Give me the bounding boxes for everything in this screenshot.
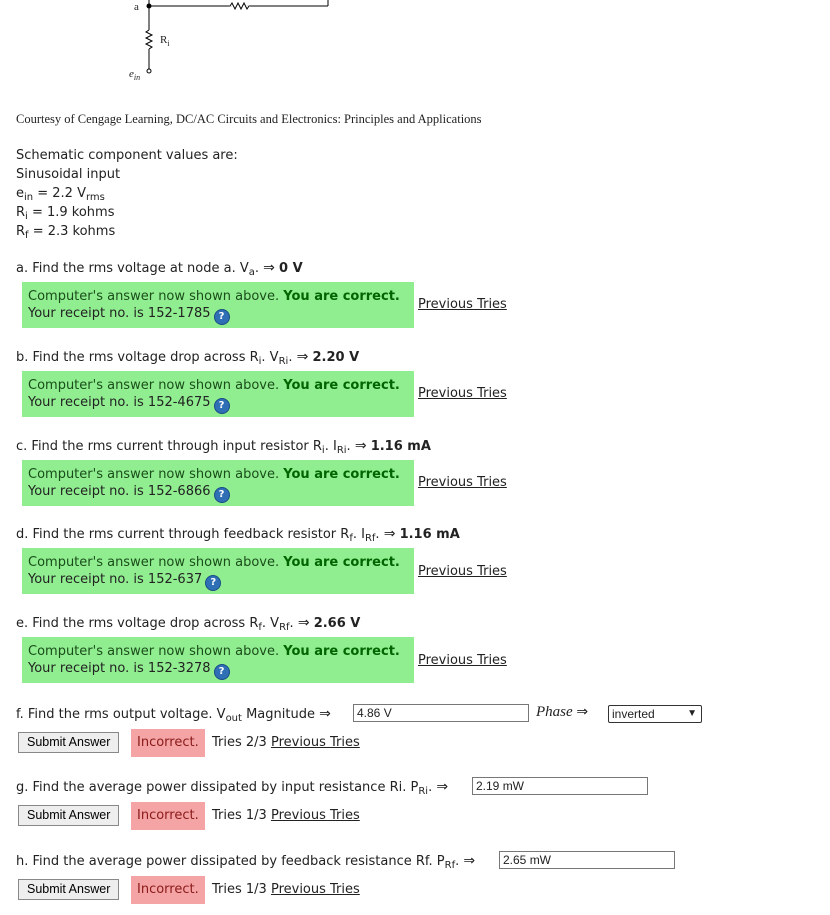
question-g: g. Find the average power dissipated by input resistance Ri. $P_{Ri}$. ⇒	[16, 779, 449, 797]
correct-box-a: Computer's answer now shown above. You are correct. Your receipt no. is 152-1785 ?	[22, 282, 414, 328]
param-ein: $e_{in} = 2.2$ $V_{rms}$	[16, 186, 105, 203]
magnitude-input[interactable]: 4.86 V	[353, 704, 529, 722]
ri-label: $R_i$	[160, 34, 170, 48]
answer-e: 2.66 V	[313, 616, 361, 631]
correct-box-e: Computer's answer now shown above. You are correct. Your receipt no. is 152-3278 ?	[22, 637, 414, 683]
phase-label: Phase ⇒	[536, 704, 589, 720]
previous-tries-link-h[interactable]: Previous Tries	[270, 882, 360, 897]
help-icon[interactable]: ?	[214, 487, 230, 503]
param-rf: $R_f = 2.3$ kohms	[16, 224, 116, 241]
submit-answer-button-h[interactable]: Submit Answer	[18, 879, 119, 900]
power-ri-input[interactable]: 2.19 mW	[472, 777, 648, 795]
answer-b: 2.20 V	[312, 350, 360, 365]
ein-label: $e_{in}$	[129, 68, 141, 82]
courtesy-text: Courtesy of Cengage Learning, DC/AC Circuits and Electronics: Principles and Applications	[16, 112, 482, 126]
params-heading: Schematic component values are:	[16, 148, 238, 163]
correct-box-c: Computer's answer now shown above. You are correct. Your receipt no. is 152-6866 ?	[22, 460, 414, 506]
tries-f: Tries 2/3 Previous Tries	[212, 735, 360, 750]
correct-box-b: Computer's answer now shown above. You are correct. Your receipt no. is 152-4675 ?	[22, 371, 414, 417]
incorrect-badge-g: Incorrect.	[131, 802, 205, 830]
question-f: f. Find the rms output voltage. $V_{out}$ Magnitude ⇒	[16, 706, 331, 724]
incorrect-badge-f: Incorrect.	[131, 729, 205, 757]
correct-box-d: Computer's answer now shown above. You are correct. Your receipt no. is 152-637 ?	[22, 548, 414, 594]
previous-tries-link-f[interactable]: Previous Tries	[270, 735, 360, 750]
tries-h: Tries 1/3 Previous Tries	[212, 882, 360, 897]
params-input-type: Sinusoidal input	[16, 167, 121, 182]
help-icon[interactable]: ?	[214, 664, 230, 680]
answer-a: 0 V	[279, 261, 303, 276]
previous-tries-link-b[interactable]: Previous Tries	[418, 386, 507, 401]
submit-answer-button-f[interactable]: Submit Answer	[18, 732, 119, 753]
question-a: a. Find the rms voltage at node a. $V_a$. ⇒ 0 V	[16, 260, 303, 278]
question-h: h. Find the average power dissipated by feedback resistance Rf. $P_{Rf}$. ⇒	[16, 853, 476, 871]
answer-c: 1.16 mA	[370, 439, 431, 454]
previous-tries-link-g[interactable]: Previous Tries	[270, 808, 360, 823]
question-b: b. Find the rms voltage drop across $R_i$. $V_{Ri}$. ⇒ 2.20 V	[16, 349, 360, 367]
node-a-label: a	[134, 1, 139, 13]
tries-g: Tries 1/3 Previous Tries	[212, 808, 360, 823]
chevron-down-icon: ▼	[687, 708, 697, 719]
previous-tries-link-d[interactable]: Previous Tries	[418, 564, 507, 579]
question-e: e. Find the rms voltage drop across $R_f$. $V_{Rf}$. ⇒ 2.66 V	[16, 615, 361, 633]
answer-d: 1.16 mA	[399, 527, 460, 542]
previous-tries-link-a[interactable]: Previous Tries	[418, 297, 507, 312]
help-icon[interactable]: ?	[205, 575, 221, 591]
param-ri: $R_i = 1.9$ kohms	[16, 205, 115, 222]
submit-answer-button-g[interactable]: Submit Answer	[18, 805, 119, 826]
help-icon[interactable]: ?	[214, 309, 230, 325]
question-d: d. Find the rms current through feedback resistor $R_f$. $I_{Rf}$. ⇒ 1.16 mA	[16, 526, 460, 544]
component-values	[16, 146, 238, 241]
previous-tries-link-c[interactable]: Previous Tries	[418, 475, 507, 490]
circuit-schematic	[110, 0, 340, 85]
previous-tries-link-e[interactable]: Previous Tries	[418, 653, 507, 668]
phase-select[interactable]: inverted ▼	[608, 705, 702, 723]
power-rf-input[interactable]: 2.65 mW	[499, 851, 675, 869]
help-icon[interactable]: ?	[214, 398, 230, 414]
incorrect-badge-h: Incorrect.	[131, 876, 205, 904]
question-c: c. Find the rms current through input resistor $R_i$. $I_{Ri}$. ⇒ 1.16 mA	[16, 438, 431, 456]
